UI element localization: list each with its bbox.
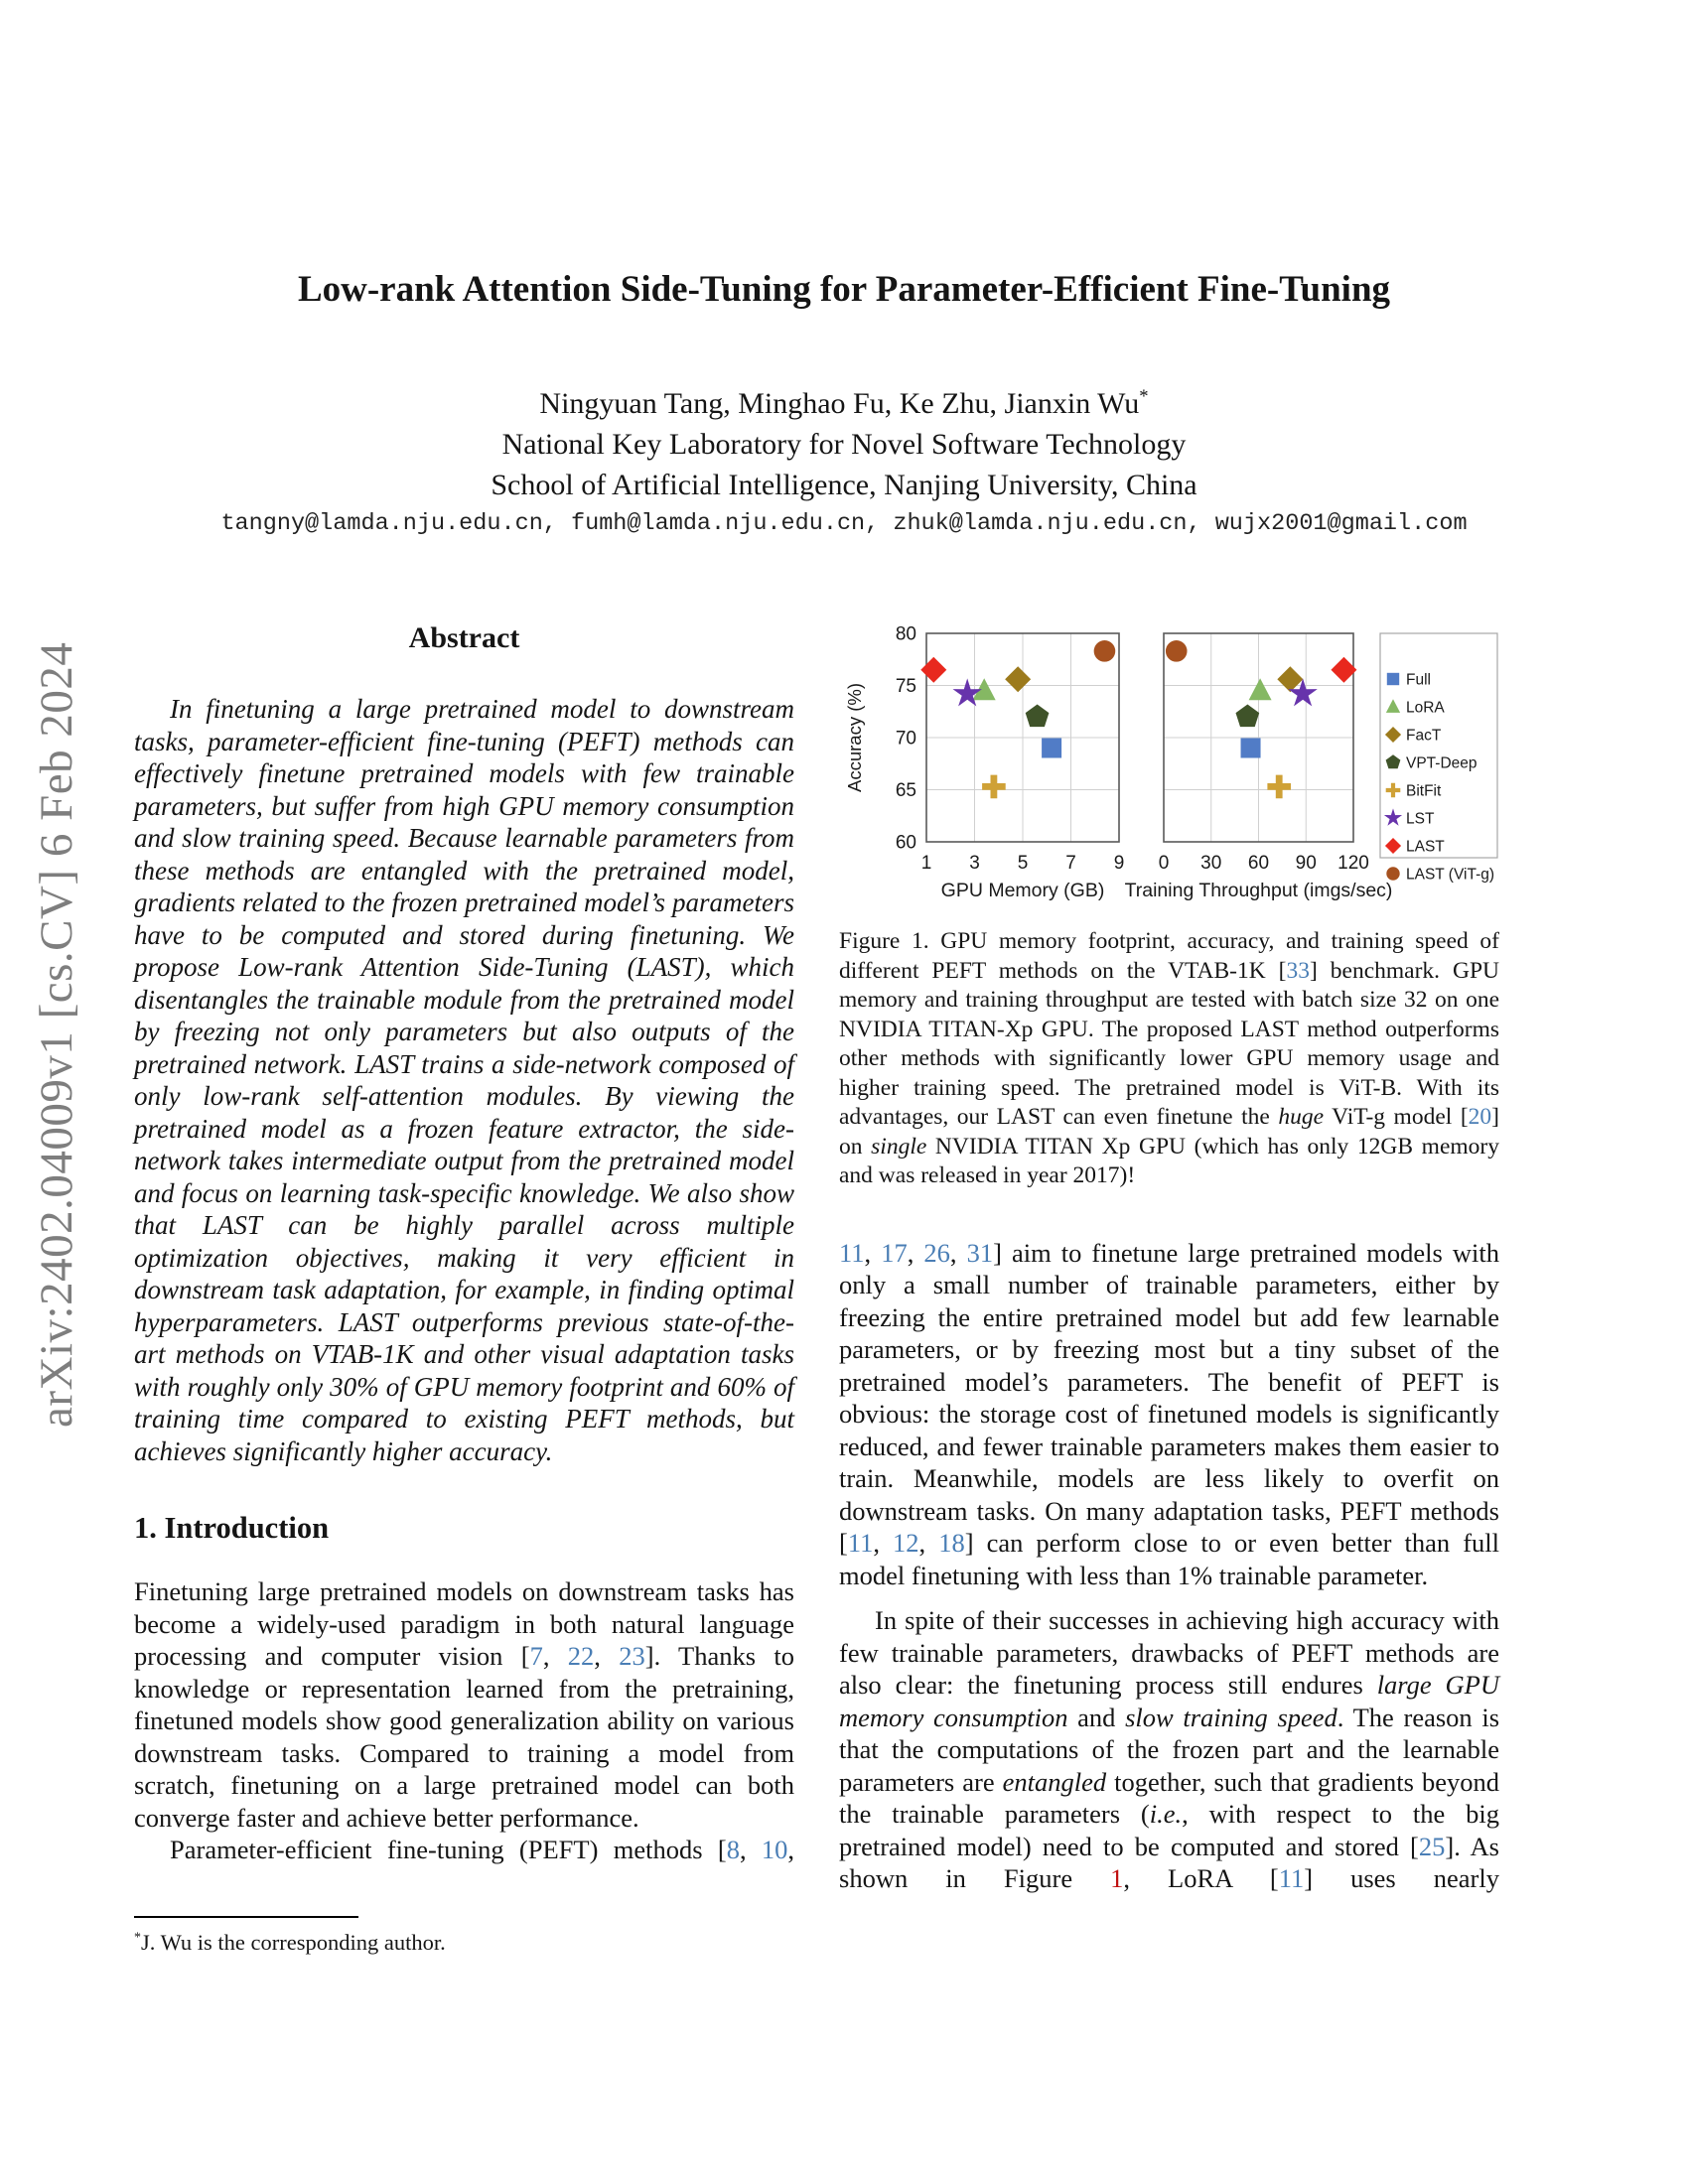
text-segment: ,	[907, 1237, 924, 1268]
chart-text: GPU Memory (GB)	[940, 880, 1105, 901]
text-segment: entangled	[1002, 1766, 1107, 1797]
chart-text: 30	[1200, 853, 1222, 874]
figure-1-chart	[839, 598, 1499, 901]
chart-text: BitFit	[1406, 782, 1442, 800]
author-block	[0, 383, 1688, 505]
text-segment: Parameter-efficient fine-tuning (PEFT) methods [	[170, 1835, 727, 1864]
paper-title: Low-rank Attention Side-Tuning for Parameter-Efficient Fine-Tuning	[297, 269, 1391, 310]
text-segment: ] on	[839, 1104, 1499, 1160]
citation-link[interactable]: 12	[893, 1528, 919, 1558]
text-segment: *	[1139, 386, 1149, 407]
chart-text: 120	[1337, 853, 1369, 874]
text-segment: Figure 1. GPU memory footprint, accuracy, and training speed of different PEFT methods on the VTAB-1K [	[839, 928, 1499, 984]
chart-text: 70	[895, 728, 916, 750]
figure-1-svg	[839, 598, 1499, 901]
citation-link[interactable]: 20	[1468, 1104, 1492, 1130]
marker-full	[1042, 739, 1061, 758]
text-segment: i.e.	[1149, 1799, 1183, 1829]
text-segment: ,	[542, 1641, 568, 1671]
chart-text: 65	[895, 780, 916, 801]
citation-link[interactable]: 18	[938, 1528, 965, 1558]
chart-text: 3	[969, 853, 980, 874]
footnote	[134, 1916, 794, 1956]
text-segment: , with respect to the big pretrained model) need to be computed and stored [	[839, 1799, 1500, 1861]
text-segment: together, such that gradients beyond the trainable parameters (	[839, 1766, 1499, 1829]
text-segment: NVIDIA TITAN Xp GPU (which has only 12GB memory and was released in year 2017)!	[839, 1133, 1499, 1188]
marker-full-legend	[1387, 673, 1399, 685]
text-segment: ]. As shown in Figure	[839, 1831, 1499, 1893]
marker-bitfit	[982, 775, 1006, 799]
footnote-text	[134, 1930, 794, 1956]
citation-link[interactable]: 11	[839, 1237, 865, 1268]
marker-last	[920, 657, 946, 683]
text-segment: ,	[949, 1237, 967, 1268]
text-segment: and	[1067, 1702, 1126, 1732]
chart-text: 9	[1113, 853, 1125, 874]
affiliation-line-2: School of Artificial Intelligence, Nanjing University, China	[491, 469, 1197, 501]
citation-link[interactable]: 33	[1286, 957, 1310, 984]
text-segment: *	[134, 1930, 141, 1946]
citation-link[interactable]: 11	[1278, 1863, 1305, 1893]
author-names	[0, 383, 1688, 424]
intro-paragraph-2	[134, 1834, 794, 1866]
text-segment: In spite of their successes in achieving high accuracy with few trainable parameters, drawbacks of PEFT methods are also clear: the finetuning process still endures	[839, 1605, 1499, 1700]
citation-link[interactable]: 25	[1418, 1831, 1446, 1861]
chart-text: 75	[895, 676, 916, 697]
text-segment: ] can perform close to or even better than full model finetuning with less than 1% trainable parameter.	[839, 1528, 1500, 1590]
chart-text: LAST (ViT-g)	[1406, 866, 1495, 884]
chart-text: VPT-Deep	[1406, 754, 1477, 772]
text-segment: single	[871, 1133, 927, 1160]
chart-text: LST	[1406, 810, 1435, 828]
section-heading-introduction: 1. Introduction	[134, 1511, 330, 1545]
marker-vpt-deep	[1236, 705, 1260, 728]
chart-text: 5	[1017, 853, 1029, 874]
citation-link[interactable]: 26	[923, 1237, 950, 1268]
text-segment: ,	[787, 1835, 795, 1864]
text-segment: J. Wu is the corresponding author.	[140, 1930, 446, 1955]
left-column	[134, 614, 794, 1866]
text-segment: . The reason is that the computations of the frozen part and the learnable parameters are	[839, 1702, 1500, 1797]
text-segment: slow training speed	[1125, 1702, 1337, 1732]
figure-reference-link[interactable]: 1	[1110, 1863, 1124, 1893]
marker-vpt-deep	[1026, 705, 1050, 728]
body-paragraph-2	[839, 1604, 1499, 1895]
text-segment: Finetuning large pretrained models on downstream tasks has become a widely-used paradigm in both natural language processing and computer vision [	[134, 1576, 794, 1671]
author-emails: tangny@lamda.nju.edu.cn, fumh@lamda.nju.edu.cn, zhuk@lamda.nju.edu.cn, wujx2001@gmail.com	[220, 510, 1468, 537]
chart-text: LAST	[1406, 838, 1445, 856]
citation-link[interactable]: 22	[567, 1641, 595, 1671]
marker-fact	[1277, 666, 1303, 692]
citation-link[interactable]: 8	[726, 1835, 740, 1864]
text-segment: ViT-g model [	[1324, 1104, 1469, 1130]
chart-text: 80	[895, 623, 916, 645]
chart-text: 1	[920, 853, 932, 874]
citation-link[interactable]: 10	[761, 1835, 788, 1864]
text-segment: ] aim to finetune large pretrained models with only a small number of trainable parameters, either by freezing the entire pretrained model but add few learnable parameters, or by freezing most but a tiny subset of the pretrained model’s parameters. The benefit of PEFT is obvious: the storage cost of finetuned models is significantly reduced, and fewer trainable parameters makes them easier to train. Meanwhile, models are less likely to overfit on downstream tasks. On many adaptation tasks, PEFT methods [	[839, 1237, 1500, 1558]
chart-text: 7	[1065, 853, 1076, 874]
text-segment: large GPU memory consumption	[839, 1670, 1499, 1732]
citation-link[interactable]: 23	[619, 1641, 645, 1671]
text-segment: ,	[918, 1528, 939, 1558]
marker-bitfit	[1267, 775, 1291, 799]
figure-1-caption	[839, 927, 1499, 1191]
chart-text: Accuracy (%)	[844, 683, 865, 792]
citation-link[interactable]: 7	[529, 1641, 543, 1671]
citation-link[interactable]: 17	[881, 1237, 908, 1268]
chart-text: Full	[1406, 671, 1431, 689]
chart-text: 0	[1158, 853, 1170, 874]
marker-last-vit-g-	[1166, 640, 1188, 662]
marker-lora	[1249, 678, 1272, 700]
citation-link[interactable]: 31	[966, 1237, 994, 1268]
arxiv-watermark: arXiv:2402.04009v1 [cs.CV] 6 Feb 2024	[31, 641, 82, 1428]
text-segment: huge	[1278, 1104, 1325, 1130]
marker-fact	[1005, 666, 1031, 692]
chart-text: 90	[1295, 853, 1317, 874]
abstract-heading: Abstract	[408, 621, 520, 654]
intro-paragraph-1	[134, 1575, 794, 1834]
marker-last-vit-g-	[1094, 640, 1116, 662]
marker-full	[1241, 739, 1261, 758]
text-segment: ] benchmark. GPU memory and training throughput are tested with batch size 32 on one NVIDIA TITAN-Xp GPU. The proposed LAST method outperforms other methods with significantly lower GPU memory usage and higher training speed. The pretrained model is ViT-B. With its advantages, our LAST can even finetune the	[839, 957, 1499, 1130]
citation-link[interactable]: 11	[847, 1528, 874, 1558]
text-segment: ,	[594, 1641, 620, 1671]
text-segment: Ningyuan Tang, Minghao Fu, Ke Zhu, Jianxin Wu	[539, 387, 1140, 420]
text-segment: ,	[864, 1237, 882, 1268]
text-segment: , LoRA [	[1123, 1863, 1279, 1893]
text-segment: ,	[739, 1835, 762, 1864]
text-segment: ]. Thanks to knowledge or representation learned from the pretraining, finetuned models show good generalization ability on various downstream tasks. Compared to training a model from scratch, finetuning on a large pretrained model can both converge faster and achieve better performance.	[134, 1641, 794, 1833]
marker-last-vit-g-legend	[1386, 867, 1399, 880]
chart-text: 60	[1247, 853, 1270, 874]
chart-text: LoRA	[1406, 699, 1445, 717]
chart-text: 60	[895, 832, 916, 854]
chart-text: Training Throughput (imgs/sec)	[1124, 880, 1393, 901]
body-paragraph-continuation	[839, 1237, 1499, 1592]
chart-text: FacT	[1406, 727, 1442, 745]
text-segment: ,	[873, 1528, 894, 1558]
right-column	[839, 598, 1499, 1895]
text-segment: ] uses nearly	[1304, 1863, 1499, 1893]
footnote-rule	[134, 1916, 358, 1918]
affiliation-line-1: National Key Laboratory for Novel Software Technology	[501, 428, 1187, 461]
abstract-text: In finetuning a large pretrained model to downstream tasks, parameter-efficient fine-tuning (PEFT) methods can effectively finetune pretrained models with few trainable parameters, but suffer from high GPU memory consumption and slow training speed. Because learnable parameters from these methods are entangled with the pretrained model, gradients related to the frozen pretrained model’s parameters have to be computed and stored during finetuning. We propose Low-rank Attention Side-Tuning (LAST), which disentangles the trainable module from the pretrained model by freezing not only parameters but also outputs of the pretrained network. LAST trains a side-network composed of only low-rank self-attention modules. By viewing the pretrained model as a frozen feature extractor, the side-network takes intermediate output from the pretrained model and focus on learning task-specific knowledge. We also show that LAST can be highly parallel across multiple optimization objectives, making it very efficient in downstream task adaptation, for example, in finding optimal hyperparameters. LAST outperforms previous state-of-the-art methods on VTAB-1K and other visual adaptation tasks with roughly only 30% of GPU memory footprint and 60% of training time compared to existing PEFT methods, but achieves significantly higher accuracy.	[134, 694, 794, 1466]
